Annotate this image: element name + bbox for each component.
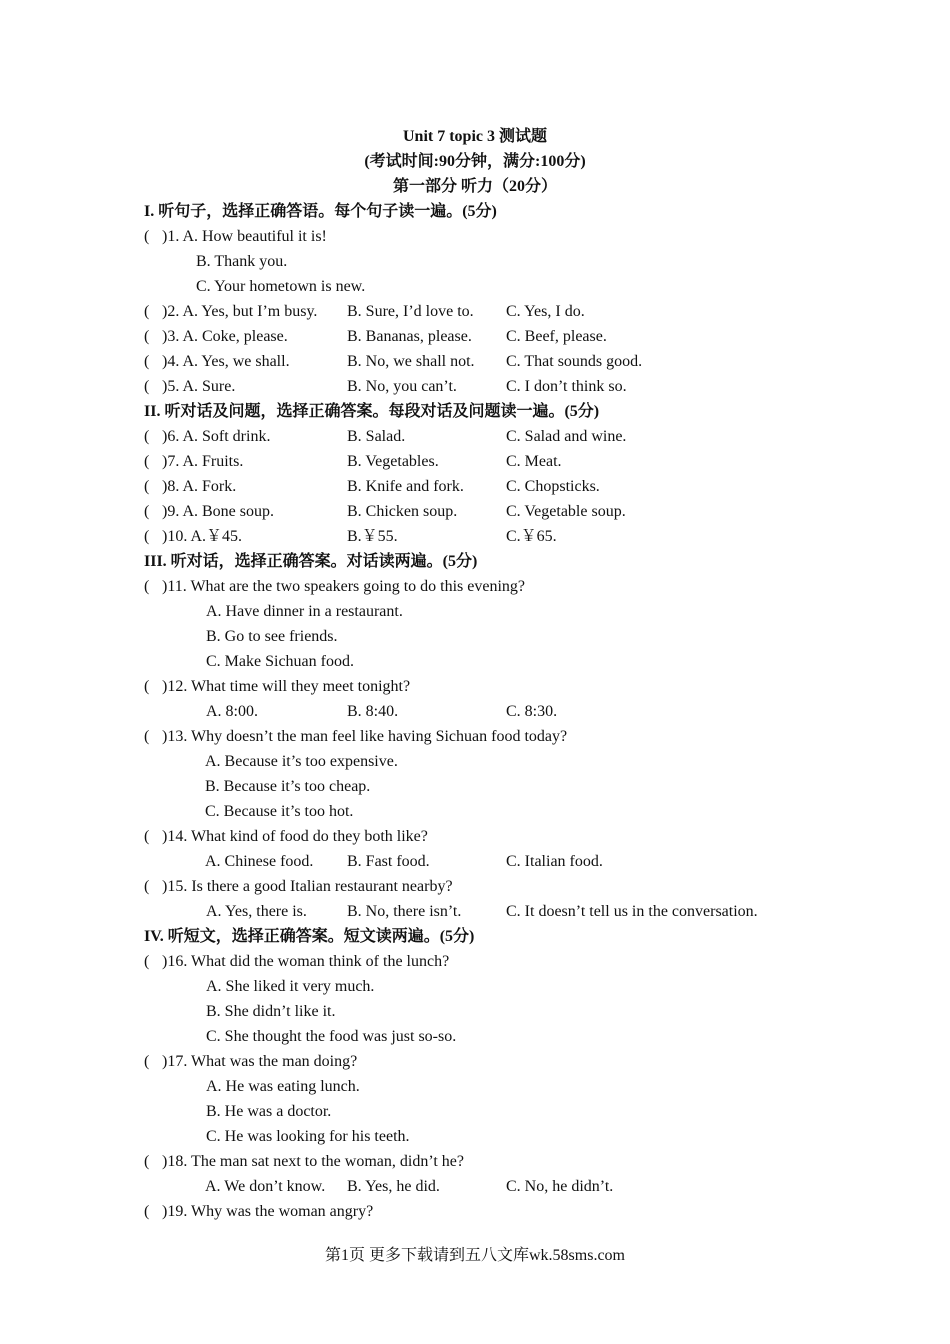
option-b: B. Knife and fork.: [347, 478, 464, 495]
question-14: ( )14. What kind of food do they both like?: [144, 824, 428, 849]
option-c: C. Because it’s too hot.: [205, 803, 354, 820]
option-b: B. 8:40.: [347, 703, 399, 720]
option-c: C. No, he didn’t.: [506, 1178, 614, 1195]
answer-blank: (: [144, 578, 150, 595]
answer-blank: (: [144, 328, 150, 345]
question-14-options: [205, 849, 805, 874]
option-b: B. Yes, he did.: [347, 1178, 440, 1195]
answer-blank: (: [144, 878, 150, 895]
question-2: ( )2. A. Yes, but I’m busy. B. Sure, I’d love to. C. Yes, I do.: [144, 299, 844, 324]
option-b: B. Vegetables.: [347, 453, 439, 470]
section-heading: II. 听对话及问题，选择正确答案。每段对话及问题读一遍。(5分): [144, 403, 600, 420]
question-6: ( )6. A. Soft drink. B. Salad. C. Salad and wine.: [144, 424, 844, 449]
part-heading: 第一部分 听力（20分）: [392, 178, 557, 195]
question-3: ( )3. A. Coke, please. B. Bananas, please. C. Beef, please.: [144, 324, 844, 349]
answer-blank: (: [144, 453, 150, 470]
option-b: B. No, there isn’t.: [347, 903, 462, 920]
option-c: C. Italian food.: [506, 853, 603, 870]
answer-blank: (: [144, 828, 150, 845]
option-b: B. Thank you.: [196, 253, 288, 270]
option-a: A. Have dinner in a restaurant.: [206, 603, 403, 620]
answer-blank: (: [144, 378, 150, 395]
question-18-options: [205, 1174, 805, 1199]
option-b: B. No, we shall not.: [347, 353, 475, 370]
question-16: ( )16. What did the woman think of the lunch?: [144, 949, 449, 974]
question-13: ( )13. Why doesn’t the man feel like having Sichuan food today?: [144, 724, 567, 749]
question-1: ( )1. A. How beautiful it is!: [144, 224, 327, 249]
question-4: ( )4. A. Yes, we shall. B. No, we shall not. C. That sounds good.: [144, 349, 844, 374]
question-19: ( )19. Why was the woman angry?: [144, 1199, 373, 1224]
option-a: A. 8:00.: [206, 703, 258, 720]
section-heading: I. 听句子，选择正确答语。每个句子读一遍。(5分): [144, 203, 497, 220]
option-a: A. She liked it very much.: [206, 978, 375, 995]
option-c: C. It doesn’t tell us in the conversation.: [506, 903, 758, 920]
option-c: C. Make Sichuan food.: [206, 653, 354, 670]
option-b: B. Bananas, please.: [347, 328, 472, 345]
answer-blank: (: [144, 428, 150, 445]
option-c: C. Meat.: [506, 453, 562, 470]
question-18: ( )18. The man sat next to the woman, didn’t he?: [144, 1149, 464, 1174]
option-c: C. Vegetable soup.: [506, 503, 626, 520]
question-17: ( )17. What was the man doing?: [144, 1049, 357, 1074]
question-11: ( )11. What are the two speakers going to do this evening?: [144, 574, 525, 599]
option-a: A. He was eating lunch.: [206, 1078, 360, 1095]
option-c: C. He was looking for his teeth.: [206, 1128, 410, 1145]
question-12: ( )12. What time will they meet tonight?: [144, 674, 410, 699]
exam-info: (考试时间:90分钟，满分:100分): [364, 153, 586, 170]
option-c: C. That sounds good.: [506, 353, 643, 370]
question-10: ( )10. A.￥45. B.￥55. C.￥65.: [144, 524, 844, 549]
question-7: ( )7. A. Fruits. B. Vegetables. C. Meat.: [144, 449, 844, 474]
section-heading: III. 听对话，选择正确答案。对话读两遍。(5分): [144, 553, 478, 570]
question-5: ( )5. A. Sure. B. No, you can’t. C. I don’t think so.: [144, 374, 844, 399]
question-15-options: [206, 899, 826, 924]
option-c: C. Chopsticks.: [506, 478, 600, 495]
answer-blank: (: [144, 1053, 150, 1070]
answer-blank: (: [144, 478, 150, 495]
option-b: B. Chicken soup.: [347, 503, 458, 520]
answer-blank: (: [144, 678, 150, 695]
question-8: ( )8. A. Fork. B. Knife and fork. C. Chopsticks.: [144, 474, 844, 499]
option-a: A. Because it’s too expensive.: [205, 753, 398, 770]
question-9: ( )9. A. Bone soup. B. Chicken soup. C. Vegetable soup.: [144, 499, 844, 524]
option-a: A. Chinese food.: [205, 853, 314, 870]
option-c: C. Beef, please.: [506, 328, 607, 345]
option-b: B. He was a doctor.: [206, 1103, 332, 1120]
answer-blank: (: [144, 1153, 150, 1170]
option-c: C. I don’t think so.: [506, 378, 627, 395]
option-b: B.￥55.: [347, 528, 398, 545]
option-b: B. Sure, I’d love to.: [347, 303, 474, 320]
page-title: Unit 7 topic 3 测试题: [402, 128, 547, 145]
option-b: B. She didn’t like it.: [206, 1003, 336, 1020]
section-heading: IV. 听短文，选择正确答案。短文读两遍。(5分): [144, 928, 475, 945]
option-a: A. We don’t know.: [205, 1178, 326, 1195]
answer-blank: (: [144, 953, 150, 970]
option-c: C. Your hometown is new.: [196, 278, 366, 295]
page-footer: 第1页 更多下载请到五八文库wk.58sms.com: [324, 1247, 625, 1264]
option-a: A. Yes, there is.: [206, 903, 307, 920]
answer-blank: (: [144, 1203, 150, 1220]
question-12-options: [206, 699, 806, 724]
option-c: C.￥65.: [506, 528, 557, 545]
question-15: ( )15. Is there a good Italian restaurant nearby?: [144, 874, 453, 899]
option-b: B. No, you can’t.: [347, 378, 457, 395]
answer-blank: (: [144, 303, 150, 320]
answer-blank: (: [144, 353, 150, 370]
option-c: C. She thought the food was just so-so.: [206, 1028, 457, 1045]
answer-blank: (: [144, 528, 150, 545]
option-b: B. Go to see friends.: [206, 628, 338, 645]
answer-blank: (: [144, 728, 150, 745]
option-c: C. Salad and wine.: [506, 428, 627, 445]
option-b: B. Because it’s too cheap.: [205, 778, 371, 795]
option-c: C. 8:30.: [506, 703, 558, 720]
option-c: C. Yes, I do.: [506, 303, 585, 320]
answer-blank: (: [144, 228, 150, 245]
answer-blank: (: [144, 503, 150, 520]
option-b: B. Fast food.: [347, 853, 430, 870]
option-b: B. Salad.: [347, 428, 406, 445]
